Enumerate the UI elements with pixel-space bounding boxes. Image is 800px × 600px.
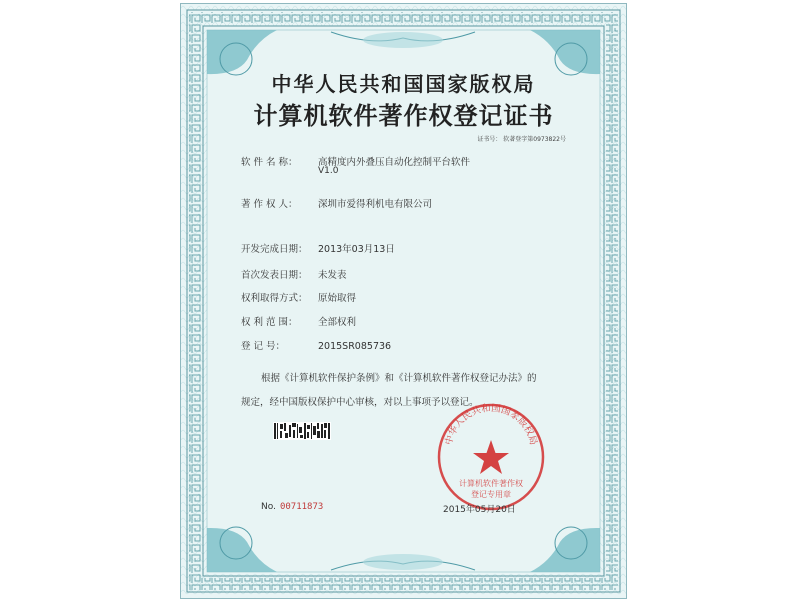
svg-text:中华人民共和国国家版权局 — [442, 403, 538, 446]
field-software-name — [241, 154, 470, 168]
statement-line-1: 根据《计算机软件保护条例》和《计算机软件著作权登记办法》的 — [261, 373, 537, 384]
field-value: 2013年03月13日 — [318, 244, 395, 255]
certificate — [181, 4, 626, 598]
field-first-publication-date — [241, 267, 347, 281]
field-value: 全部权利 — [318, 317, 357, 328]
field-acquisition-method — [241, 290, 356, 304]
seal-top-text: 中华人民共和国国家版权局 — [443, 402, 539, 447]
seal-bottom-line-1: 计算机软件著作权 — [459, 479, 523, 488]
field-rights-scope — [241, 314, 356, 328]
certificate-number: 证书号： 软著登字第0973822号 — [477, 136, 566, 143]
field-label: 权 利 范 围： — [241, 317, 298, 328]
serial-prefix: No. — [261, 502, 276, 512]
issue-date: 2015年05月20日 — [443, 505, 516, 515]
field-copyright-owner — [241, 196, 432, 210]
field-value: 未发表 — [318, 270, 347, 281]
issuing-authority: 中华人民共和国国家版权局 — [271, 74, 536, 96]
field-label: 权利取得方式： — [241, 293, 308, 304]
seal-bottom-line-2: 登记专用章 — [471, 490, 511, 499]
barcode-icon — [273, 422, 331, 440]
field-value: 深圳市爱得利机电有限公司 — [318, 199, 433, 210]
certificate-title: 计算机软件著作权登记证书 — [253, 103, 554, 130]
field-label: 开发完成日期： — [241, 244, 308, 255]
field-value: 2015SR085736 — [318, 341, 392, 352]
software-version: V1.0 — [318, 166, 339, 176]
field-label: 登 记 号： — [241, 341, 286, 352]
field-value: 高精度内外叠压自动化控制平台软件 — [318, 157, 471, 168]
official-seal-icon — [436, 402, 546, 512]
field-label: 著 作 权 人： — [241, 199, 298, 210]
serial-value: 00711873 — [279, 502, 324, 512]
serial-number — [261, 502, 323, 512]
field-label: 软 件 名 称： — [241, 157, 298, 168]
statement-line-2: 规定，经中国版权保护中心审核，对以上事项予以登记。 — [241, 397, 479, 408]
field-completion-date — [241, 241, 395, 255]
field-label: 首次发表日期： — [241, 270, 308, 281]
field-value: 原始取得 — [318, 293, 357, 304]
field-registration-number — [241, 338, 391, 352]
